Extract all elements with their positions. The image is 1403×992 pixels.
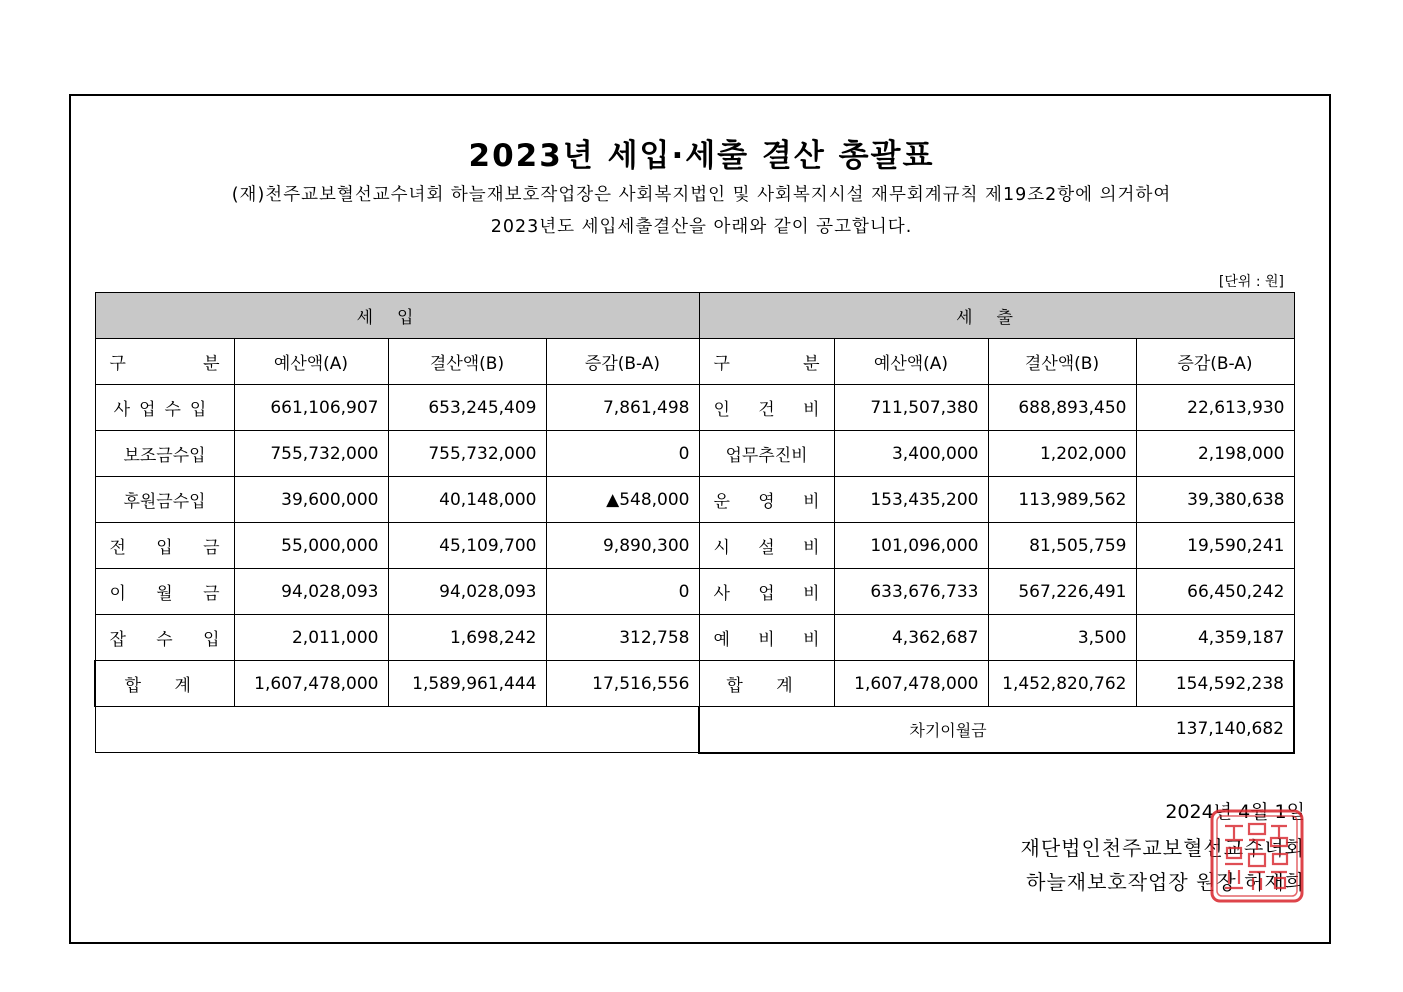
income-budget-header: 예산액(A) [234,339,388,385]
income-header: 세입 [95,293,699,339]
expense-settled: 113,989,562 [988,477,1136,523]
income-settled: 1,698,242 [388,615,546,661]
table-row [95,523,1294,569]
carryover-row [95,707,1294,753]
expense-label: 예 비 비 [699,615,834,661]
income-total-budget: 1,607,478,000 [234,661,388,707]
expense-label: 인 건 비 [699,385,834,431]
income-settled: 94,028,093 [388,569,546,615]
expense-total-label: 합 계 [699,661,834,707]
expense-settled: 1,202,000 [988,431,1136,477]
income-diff: 312,758 [546,615,699,661]
intro-line-1: (재)천주교보혈선교수녀회 하늘재보호작업장은 사회복지법인 및 사회복지시설 재무회계규칙 제19조2항에 의거하여 [231,185,1172,205]
unit-label: [단위 : 원] [1218,274,1284,290]
income-budget: 2,011,000 [234,615,388,661]
income-settled: 755,732,000 [388,431,546,477]
income-label: 사업수입 [95,385,234,431]
expense-diff: 4,359,187 [1136,615,1294,661]
table-row [95,431,1294,477]
income-settled: 45,109,700 [388,523,546,569]
income-category-header: 구 분 [95,339,234,385]
announcement-date: 2024년 4월 1일 [1165,801,1305,823]
expense-budget: 153,435,200 [834,477,988,523]
expense-category-header: 구 분 [699,339,834,385]
carryover-label: 차기이월금 [699,707,1136,753]
income-budget: 55,000,000 [234,523,388,569]
expense-settled-header: 결산액(B) [988,339,1136,385]
table-row [95,569,1294,615]
expense-header: 세출 [699,293,1294,339]
income-settled-header: 결산액(B) [388,339,546,385]
expense-label: 사 업 비 [699,569,834,615]
table-row [95,615,1294,661]
income-budget: 39,600,000 [234,477,388,523]
signature-director: 하늘재보호작업장 원장 허재희 [1026,870,1305,894]
income-diff: 0 [546,569,699,615]
income-label: 보조금수입 [95,431,234,477]
official-seal-stamp [1209,808,1305,904]
expense-diff: 2,198,000 [1136,431,1294,477]
expense-budget: 633,676,733 [834,569,988,615]
expense-settled: 688,893,450 [988,385,1136,431]
income-diff-header: 증감(B-A) [546,339,699,385]
income-budget: 755,732,000 [234,431,388,477]
income-label: 전 입 금 [95,523,234,569]
expense-label: 운 영 비 [699,477,834,523]
income-total-settled: 1,589,961,444 [388,661,546,707]
income-settled: 653,245,409 [388,385,546,431]
income-diff: 7,861,498 [546,385,699,431]
column-header-row [95,339,1294,385]
expense-budget: 4,362,687 [834,615,988,661]
expense-budget: 101,096,000 [834,523,988,569]
table-row [95,477,1294,523]
income-diff: 0 [546,431,699,477]
expense-diff: 66,450,242 [1136,569,1294,615]
income-settled: 40,148,000 [388,477,546,523]
income-total-label: 합 계 [95,661,234,707]
income-total-diff: 17,516,556 [546,661,699,707]
expense-diff-header: 증감(B-A) [1136,339,1294,385]
carryover-spacer [95,707,699,753]
expense-diff: 19,590,241 [1136,523,1294,569]
intro-line-2: 2023년도 세입세출결산을 아래와 같이 공고합니다. [490,217,913,237]
income-budget: 94,028,093 [234,569,388,615]
income-diff: 9,890,300 [546,523,699,569]
carryover-value: 137,140,682 [1136,707,1294,753]
income-label: 후원금수입 [95,477,234,523]
income-diff: ▲548,000 [546,477,699,523]
expense-budget-header: 예산액(A) [834,339,988,385]
expense-total-settled: 1,452,820,762 [988,661,1136,707]
signature-organization: 재단법인천주교보혈선교수녀회 [1020,836,1305,860]
settlement-table [94,292,1295,754]
income-budget: 661,106,907 [234,385,388,431]
expense-total-diff: 154,592,238 [1136,661,1294,707]
expense-budget: 711,507,380 [834,385,988,431]
expense-diff: 22,613,930 [1136,385,1294,431]
income-label: 잡 수 입 [95,615,234,661]
expense-settled: 3,500 [988,615,1136,661]
income-label: 이 월 금 [95,569,234,615]
document-title: 2023년 세입·세출 결산 총괄표 [468,138,935,174]
expense-total-budget: 1,607,478,000 [834,661,988,707]
expense-budget: 3,400,000 [834,431,988,477]
expense-label: 시 설 비 [699,523,834,569]
expense-settled: 81,505,759 [988,523,1136,569]
expense-settled: 567,226,491 [988,569,1136,615]
table-row [95,385,1294,431]
expense-diff: 39,380,638 [1136,477,1294,523]
group-header-row [95,293,1294,339]
expense-label: 업무추진비 [699,431,834,477]
total-row [95,661,1294,707]
